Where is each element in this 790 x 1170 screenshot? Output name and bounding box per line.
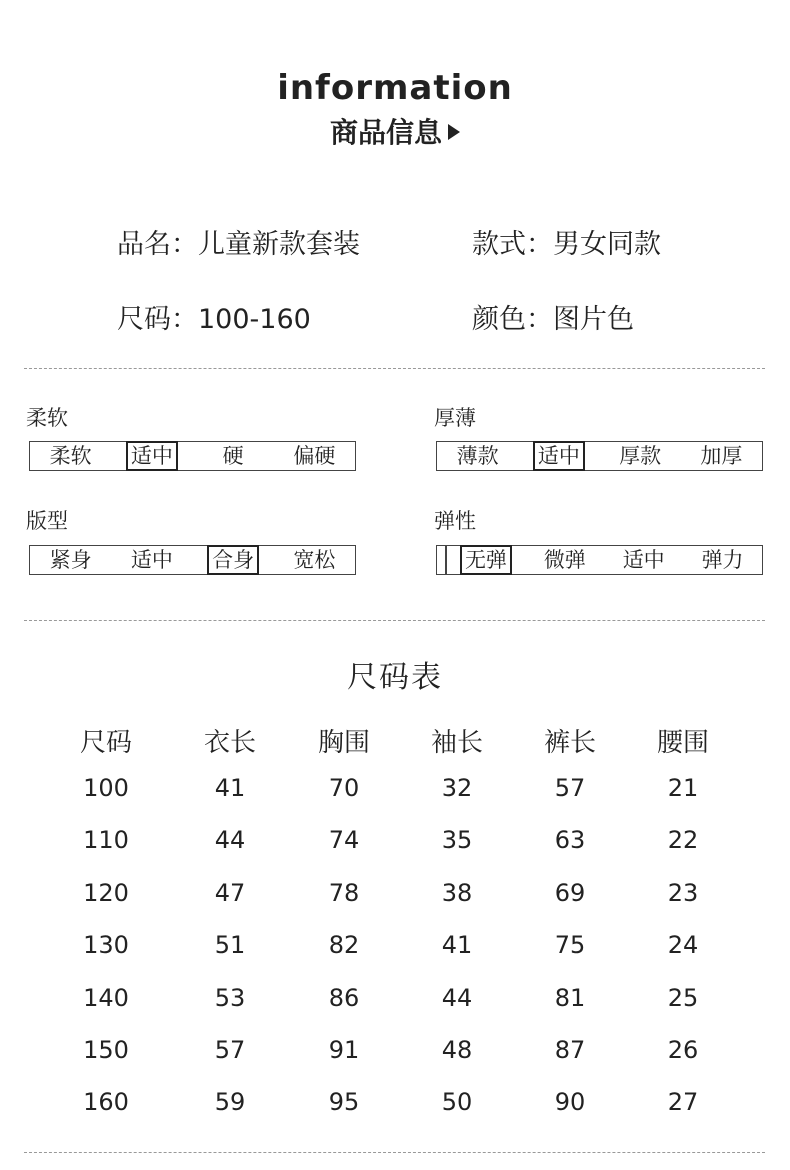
attr-option: 紧身: [49, 548, 92, 572]
table-cell: 24: [667, 931, 699, 959]
attr-option: 加厚: [700, 444, 743, 468]
divider: [24, 620, 765, 621]
attr-label-elasticity: 弹性: [434, 509, 476, 533]
divider: [24, 368, 765, 369]
table-cell: 81: [554, 984, 586, 1012]
table-header-cell: 尺码: [79, 728, 132, 758]
table-cell: 21: [667, 774, 699, 802]
table-cell: 44: [441, 984, 473, 1012]
table-cell: 41: [214, 774, 246, 802]
attr-option: 薄款: [456, 444, 499, 468]
table-cell: 70: [328, 774, 360, 802]
table-cell: 130: [83, 931, 129, 959]
table-cell: 74: [328, 826, 360, 854]
table-cell: 26: [667, 1036, 699, 1064]
table-cell: 23: [667, 879, 699, 907]
table-cell: 63: [554, 826, 586, 854]
table-cell: 78: [328, 879, 360, 907]
attr-option: 适中: [622, 548, 665, 572]
attr-option: 弹力: [701, 548, 744, 572]
table-cell: 75: [554, 931, 586, 959]
attr-option: 柔软: [49, 444, 92, 468]
attr-option-selected: 适中: [518, 441, 599, 471]
page-title-en: information: [277, 68, 513, 108]
table-cell: 100: [83, 774, 129, 802]
attr-scale-elasticity: [436, 545, 763, 575]
table-header-cell: 腰围: [656, 728, 709, 758]
attr-label-thickness: 厚薄: [434, 406, 476, 430]
table-cell: 120: [83, 879, 129, 907]
table-cell: 57: [214, 1036, 246, 1064]
table-cell: 69: [554, 879, 586, 907]
divider: [24, 1152, 765, 1153]
table-cell: 47: [214, 879, 246, 907]
table-cell: 35: [441, 826, 473, 854]
page-title-cn-text: 商品信息: [329, 116, 442, 149]
attr-option: 硬: [222, 444, 244, 468]
attr-scale-fit: [29, 545, 356, 575]
table-cell: 25: [667, 984, 699, 1012]
attr-scale-thickness: [436, 441, 763, 471]
product-color: 颜色：图片色: [472, 304, 634, 335]
table-cell: 50: [441, 1088, 473, 1116]
attr-option: 宽松: [293, 548, 336, 572]
product-size: 尺码：100-160: [117, 304, 311, 335]
table-header-cell: 裤长: [543, 728, 596, 758]
table-cell: 140: [83, 984, 129, 1012]
table-cell: 48: [441, 1036, 473, 1064]
product-style: 款式：男女同款: [472, 229, 661, 260]
attr-option: 微弹: [543, 548, 586, 572]
table-header-cell: 衣长: [203, 728, 256, 758]
table-header-cell: 胸围: [317, 728, 370, 758]
attr-option: 适中: [130, 548, 173, 572]
table-cell: 86: [328, 984, 360, 1012]
table-cell: 22: [667, 826, 699, 854]
table-cell: 27: [667, 1088, 699, 1116]
product-name: 品名：儿童新款套装: [117, 229, 360, 260]
table-header-cell: 袖长: [430, 728, 483, 758]
table-cell: 160: [83, 1088, 129, 1116]
table-cell: 41: [441, 931, 473, 959]
size-table-title: 尺码表: [347, 660, 443, 695]
table-cell: 44: [214, 826, 246, 854]
table-cell: 87: [554, 1036, 586, 1064]
table-cell: 95: [328, 1088, 360, 1116]
play-triangle-icon: [448, 124, 460, 140]
page-title-cn: [0, 111, 790, 151]
attr-option-selected: 合身: [193, 545, 274, 575]
attr-option: 厚款: [619, 444, 662, 468]
table-cell: 57: [554, 774, 586, 802]
attr-option-selected: 无弹: [447, 545, 526, 575]
table-cell: 53: [214, 984, 246, 1012]
table-cell: 150: [83, 1036, 129, 1064]
table-cell: 110: [83, 826, 129, 854]
table-cell: 82: [328, 931, 360, 959]
attr-label-fit: 版型: [26, 509, 68, 533]
table-cell: 90: [554, 1088, 586, 1116]
table-cell: 59: [214, 1088, 246, 1116]
table-cell: 91: [328, 1036, 360, 1064]
table-cell: 38: [441, 879, 473, 907]
table-cell: 51: [214, 931, 246, 959]
attr-option-selected: 适中: [111, 441, 192, 471]
attr-option: 偏硬: [293, 444, 336, 468]
attr-label-softness: 柔软: [26, 406, 68, 430]
table-cell: 32: [441, 774, 473, 802]
attr-scale-softness: [29, 441, 356, 471]
